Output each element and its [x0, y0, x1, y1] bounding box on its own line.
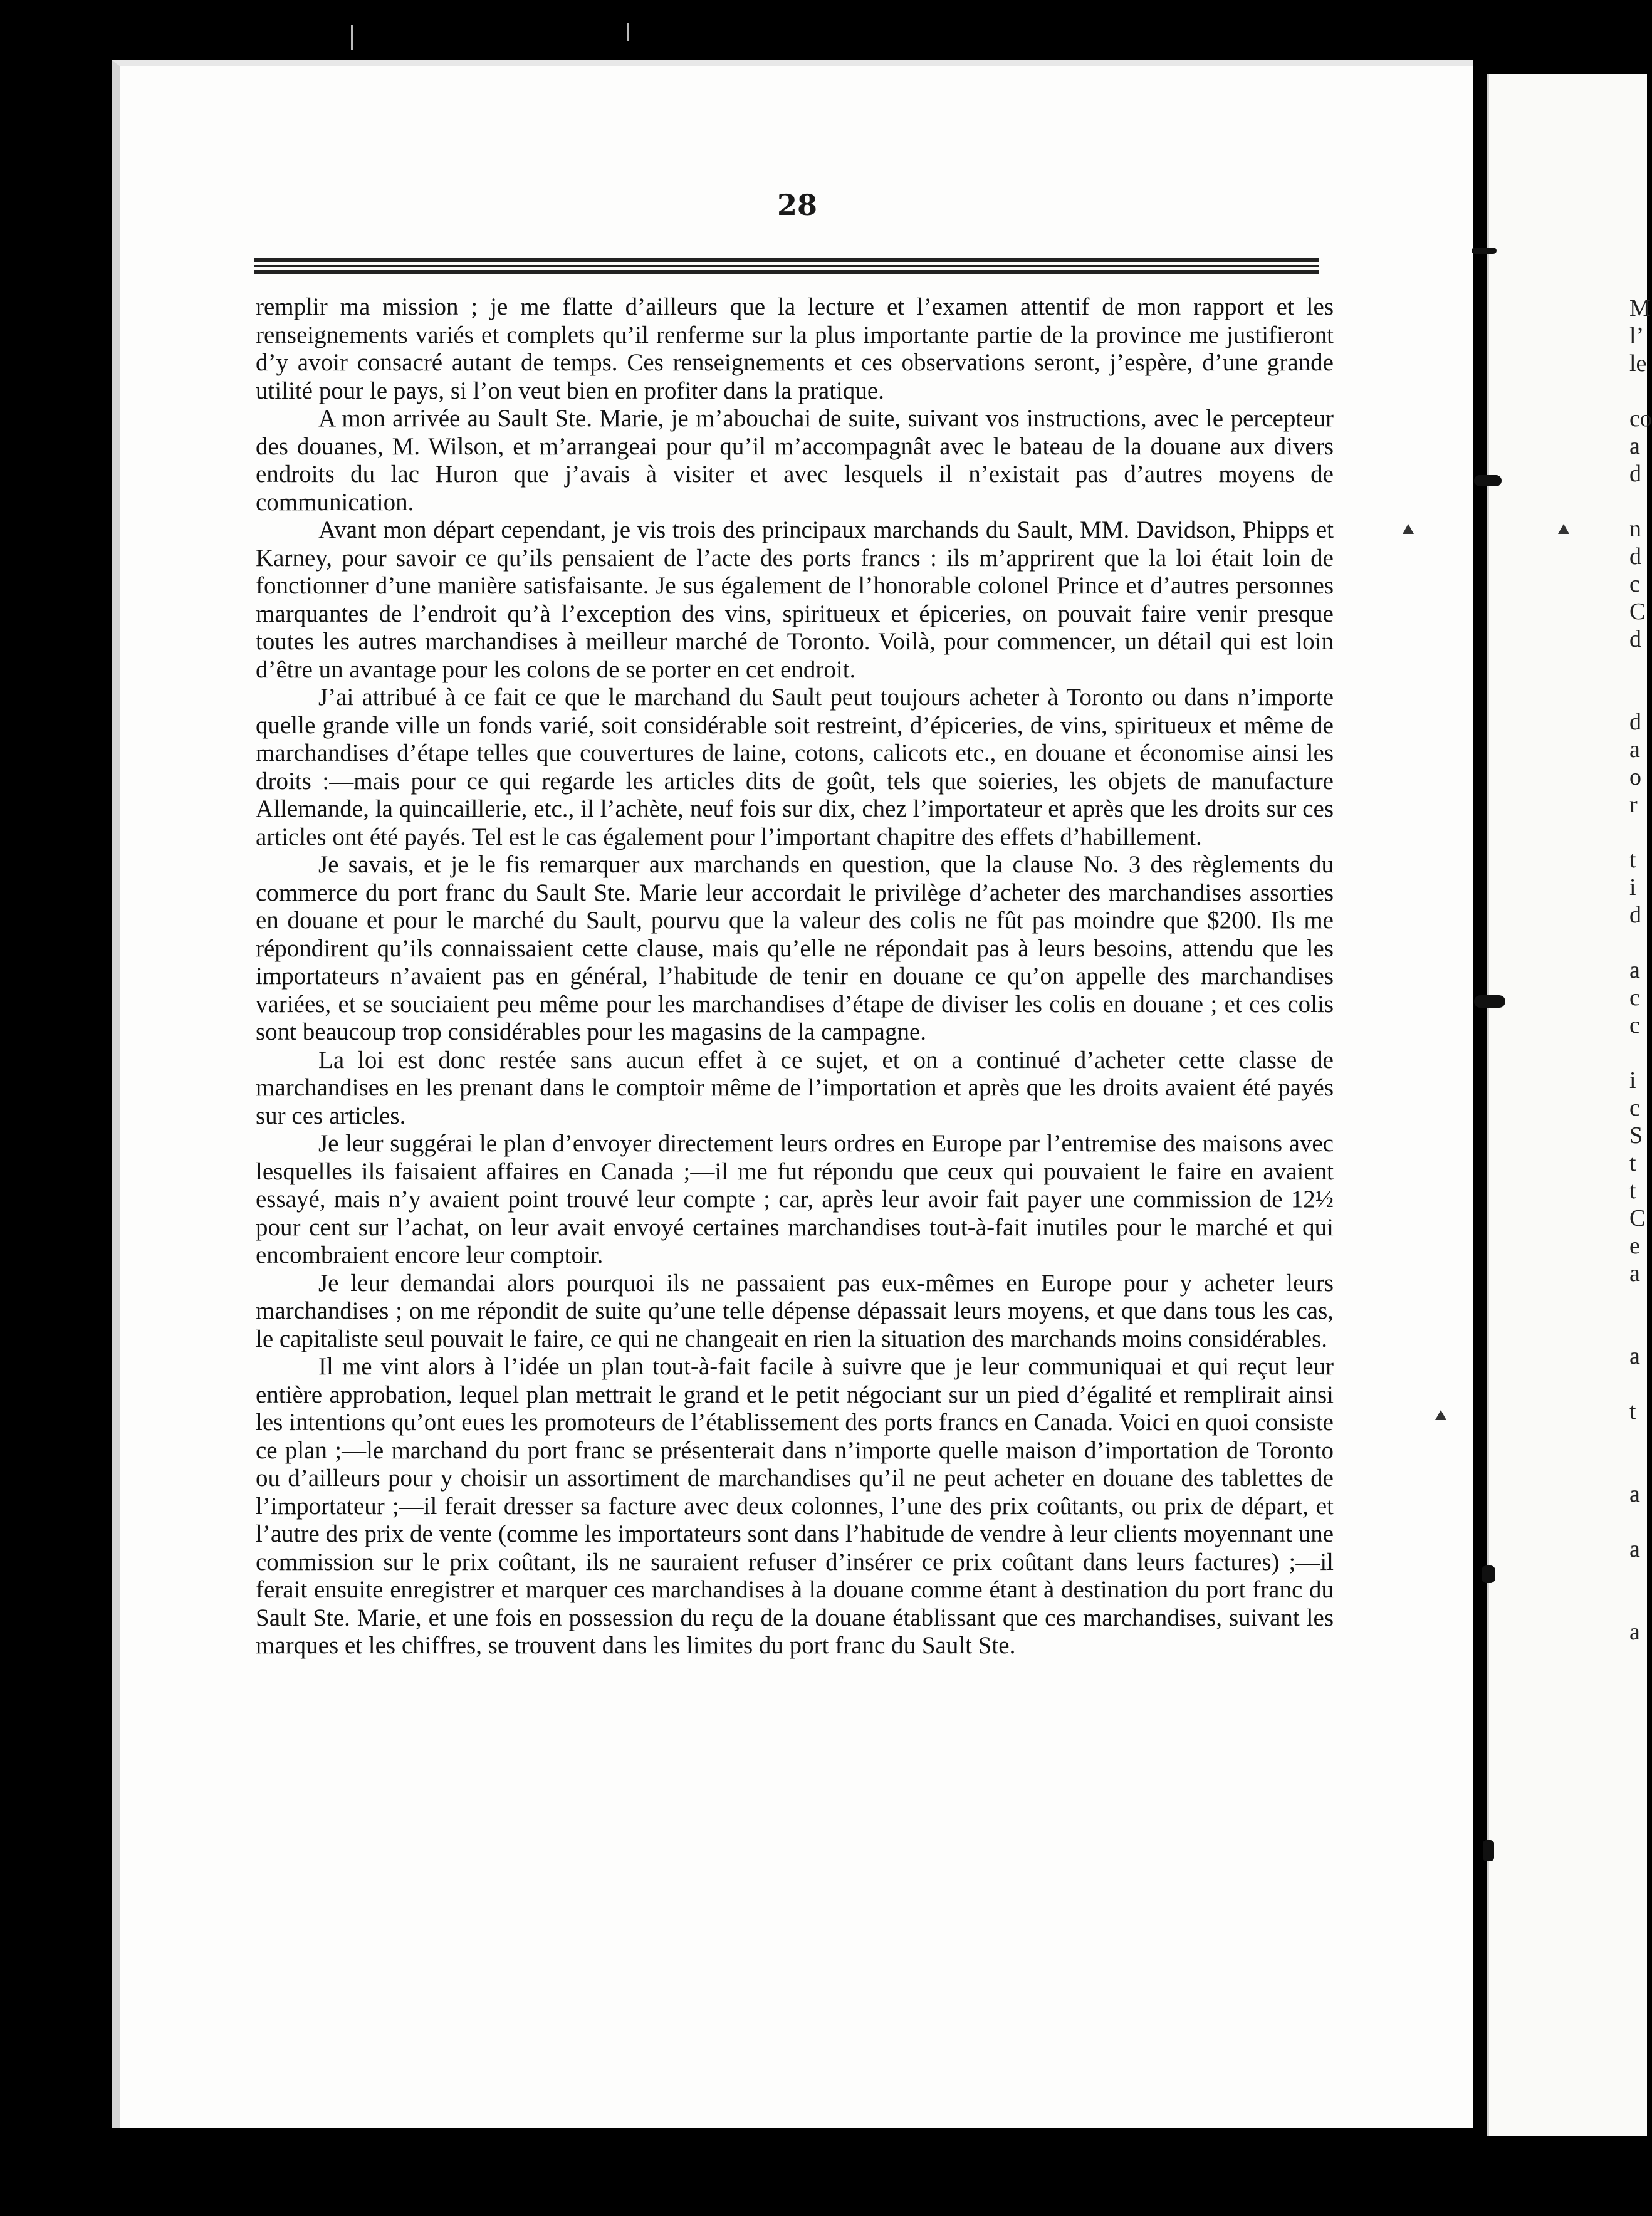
paragraph: Il me vint alors à l’idée un plan tout-à-fait facile à suivre que je leur communiquai et qui reçut leur entière approbation, lequel plan mettrait le grand et le petit négociant sur un pied d’égalité et remplirait ainsi les intentions qu’ont eues les promoteurs de l’établissement des ports francs en Canada. Voici en quoi consiste ce plan ;—le marchand du port franc se présenterait dans n’importe quelle maison d’importation de Toronto ou d’ailleurs pour y choisir un assortiment de marchandises qu’il ne peut acheter en douane des tablettes de l’importateur ;—il ferait dresser sa facture avec deux colonnes, l’une des prix coûtants, ou prix de départ, et l’autre des prix de vente (comme les importateurs sont dans l’habitude de vendre à leur clients moyennant une commission sur le prix coûtant, ils ne sauraient refuser d’insérer ce prix coûtant dans leurs factures) ;—il ferait ensuite enregistrer et marquer ces marchandises à la douane comme étant à destination du port franc du Sault Ste. Marie, et une fois en possession du reçu de la douane établissant que ces marchandises, suivant les marques et les chiffres, se trouvent dans les limites du port franc du Sault Ste. [256, 1353, 1334, 1659]
adjacent-page-fragment: t [1629, 847, 1636, 873]
speck-mark [1403, 524, 1414, 534]
adjacent-page-fragment: n [1629, 516, 1641, 542]
adjacent-page-fragment: C [1629, 1205, 1646, 1231]
adjacent-page-fragment: d [1629, 709, 1641, 735]
adjacent-page-edge [1487, 74, 1652, 2136]
adjacent-page-fragment [1629, 1039, 1647, 1067]
adjacent-page-fragment: a [1629, 736, 1640, 763]
adjacent-page-fragment: a [1629, 433, 1640, 459]
adjacent-page-fragment [1629, 1784, 1647, 1811]
paragraph: A mon arrivée au Sault Ste. Marie, je m’abouchai de suite, suivant vos instructions, avec le percepteur des douanes, M. Wilson, et m’arrangeai pour qu’il m’accompagnât avec le bateau de la douane aux divers endroits du lac Huron que j’avais à visiter et avec lesquels il n’existait pas d’autres moyens de communication. [256, 405, 1334, 516]
header-rule-thin [254, 265, 1319, 267]
adjacent-page-fragment: d [1629, 543, 1641, 570]
adjacent-page-fragment: c [1629, 1095, 1640, 1121]
adjacent-page-fragment: t [1629, 1150, 1636, 1176]
adjacent-page-fragment [1629, 1287, 1647, 1315]
adjacent-page-fragment [1629, 1453, 1647, 1480]
paragraph: Je leur suggérai le plan d’envoyer directement leurs ordres en Europe par l’entremise des maisons avec lesquelles ils faisaient affaires en Canada ;—il me fut répondu que ceux qui pouvaient le faire en avaient essayé, mais n’y avaient point trouvé leur compte ; car, après leur avoir fait payer une commission de 12½ pour cent sur l’achat, on leur avait envoyé certaines marchandises tout-à-fait inutiles pour le marché et qui encombraient encore leur comptoir. [256, 1130, 1334, 1268]
adjacent-page-fragment: a [1629, 957, 1640, 983]
binding-mark [1482, 1565, 1495, 1583]
adjacent-page-fragment [1629, 1591, 1647, 1618]
adjacent-page-fragment: o [1629, 764, 1641, 790]
adjacent-page-fragment: t [1629, 1178, 1636, 1204]
paragraph: Avant mon départ cependant, je vis trois des principaux marchands du Sault, MM. Davidson, Phipps et Karney, pour savoir ce qu’ils pensaient de l’acte des ports francs : ils m’apprirent que la loi était loin de fonctionner d’une manière satisfaisante. Je sus également de l’honorable colonel Prince et d’autres personnes marquantes de l’endroit qu’à l’exception des vins, spiritueux et épiceries, on pouvait faire venir presque toutes les autres marchandises à meilleur marché de Toronto. Voilà, pour commencer, un détail qui est loin d’être un avantage pour les colons de se porter en cet endroit. [256, 516, 1334, 683]
adjacent-page-fragment: c [1629, 1012, 1640, 1038]
film-scratch [627, 23, 629, 41]
header-rule-thick [254, 258, 1319, 262]
adjacent-page-fragment: d [1629, 461, 1641, 487]
adjacent-page-fragment: i [1629, 874, 1636, 901]
adjacent-page-fragment: le [1629, 350, 1647, 377]
header-rule-thick [254, 270, 1319, 274]
film-scratch [351, 25, 353, 50]
adjacent-page-fragment: co [1629, 405, 1652, 432]
adjacent-page-fragment [1629, 818, 1647, 846]
binding-mark [1474, 995, 1505, 1008]
adjacent-page-fragment [1629, 1370, 1647, 1398]
page-number: 28 [777, 188, 818, 222]
adjacent-page-fragment [1629, 1673, 1647, 1701]
adjacent-page-fragment [1629, 653, 1647, 681]
adjacent-page-fragment: d [1629, 626, 1641, 652]
adjacent-page-fragment [1629, 1646, 1647, 1673]
adjacent-page-fragment: C [1629, 598, 1646, 625]
binding-mark [1472, 248, 1497, 254]
adjacent-page-fragment [1629, 1315, 1647, 1342]
adjacent-page-text [1629, 295, 1652, 1839]
adjacent-page-fragment [1629, 488, 1647, 515]
adjacent-page-fragment: r [1629, 792, 1638, 818]
adjacent-page-fragment [1629, 377, 1647, 405]
adjacent-page-fragment [1629, 929, 1647, 956]
adjacent-page-fragment [1629, 1701, 1647, 1728]
adjacent-page-fragment: a [1629, 1481, 1640, 1507]
adjacent-page-fragment [1629, 1508, 1647, 1535]
adjacent-page-fragment [1629, 1425, 1647, 1453]
adjacent-page-fragment [1629, 681, 1647, 708]
adjacent-page-fragment: c [1629, 571, 1640, 597]
adjacent-page-fragment: M [1629, 295, 1651, 321]
speck-mark [1435, 1410, 1446, 1420]
adjacent-page-fragment: S [1629, 1122, 1643, 1149]
adjacent-page-fragment: t [1629, 1398, 1636, 1424]
binding-mark [1483, 1840, 1494, 1861]
body-text [256, 293, 1334, 2048]
adjacent-page-fragment: a [1629, 1343, 1640, 1369]
adjacent-page-fragment: a [1629, 1260, 1640, 1287]
paragraph: J’ai attribué à ce fait ce que le marchand du Sault peut toujours acheter à Toronto ou dans n’importe quelle grande ville un fonds varié, soit considérable soit restreint, d’épiceries, de vins, spiritueux et même de marchandises d’étape telles que couvertures de laine, cotons, calicots etc., en douane et économise ainsi les droits :—mais pour ce qui regarde les articles dits de goût, tels que soieries, les objets de manufacture Allemande, la quincaillerie, etc., il l’achète, neuf fois sur dix, chez l’importateur et après que les droits sur ces articles ont été payés. Tel est le cas également pour l’important chapitre des effets d’habillement. [256, 684, 1334, 850]
adjacent-page-fragment: a [1629, 1619, 1640, 1645]
adjacent-page-fragment: a [1629, 1536, 1640, 1562]
adjacent-page-fragment [1629, 1756, 1647, 1784]
paragraph: remplir ma mission ; je me flatte d’ailleurs que la lecture et l’examen attentif de mon rapport et les renseignements variés et complets qu’il renferme sur la plus importante partie de la province me justifieront d’y avoir consacré autant de temps. Ces renseignements et ces observations seront, j’espère, d’une grande utilité pour le pays, si l’on veut bien en profiter dans la pratique. [256, 293, 1334, 404]
paragraph: La loi est donc restée sans aucun effet à ce sujet, et on a continué d’acheter cette classe de marchandises en les prenant dans le comptoir même de l’importation et après que les droits avaient été payés sur ces articles. [256, 1046, 1334, 1129]
speck-mark [1558, 524, 1569, 534]
adjacent-page-fragment: d [1629, 902, 1641, 928]
adjacent-page-fragment [1629, 1811, 1647, 1839]
paragraph: Je leur demandai alors pourquoi ils ne passaient pas eux-mêmes en Europe pour y acheter leurs marchandises ; on me répondit de suite qu’une telle dépense dépassait leurs moyens, et que dans tous les cas, le capitaliste seul pouvait le faire, ce qui ne changeait en rien la situation des marchands moins considérables. [256, 1269, 1334, 1352]
adjacent-page-fragment: i [1629, 1067, 1636, 1094]
adjacent-page-fragment [1629, 1563, 1647, 1591]
adjacent-page-fragment [1629, 1728, 1647, 1756]
adjacent-page-fragment: c [1629, 985, 1640, 1011]
paragraph: Je savais, et je le fis remarquer aux marchands en question, que la clause No. 3 des règlements du commerce du port franc du Sault Ste. Marie leur accordait le privilège d’acheter des marchandises assorties en douane et pour le marché du Sault, pourvu que la valeur des colis ne fût pas moindre que $200. Ils me répondirent qu’ils connaissaient cette clause, mais qu’elle ne répondait pas à leurs besoins, attendu que les importateurs n’avaient pas en général, l’habitude de tenir en douane ce qu’on appelle des marchandises variées, et se souciaient peu même pour les marchandises d’étape de diviser les colis en douane ; et ces colis sont beaucoup trop considérables pour les magasins de la campagne. [256, 851, 1334, 1045]
adjacent-page-fragment: l’ [1629, 323, 1644, 349]
adjacent-page-fragment: e [1629, 1233, 1640, 1259]
binding-mark [1474, 475, 1502, 486]
